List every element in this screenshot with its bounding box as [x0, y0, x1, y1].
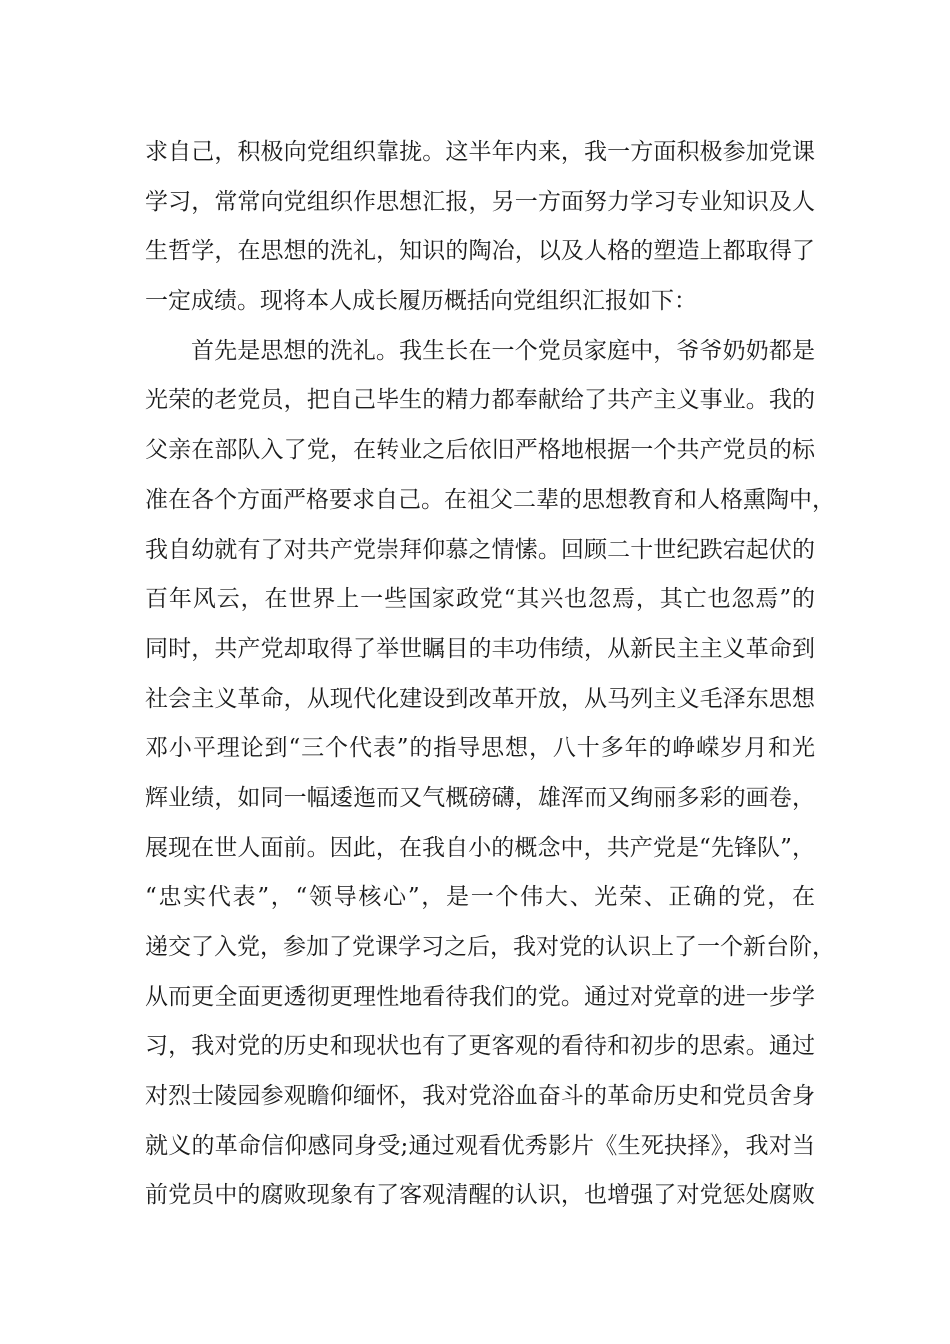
text-line: “忠实代表”，“领导核心”，是一个伟大、光荣、正确的党，在: [145, 884, 815, 911]
text-line: 同时，共产党却取得了举世瞩目的丰功伟绩，从新民主主义革命到: [145, 635, 815, 662]
text-line: 一定成绩。现将本人成长履历概括向党组织汇报如下：: [145, 288, 697, 315]
text-line: 邓小平理论到“三个代表”的指导思想，八十多年的峥嵘岁月和光: [145, 735, 815, 762]
text-line: 我自幼就有了对共产党崇拜仰慕之情愫。回顾二十世纪跌宕起伏的: [145, 536, 815, 563]
text-line: 对烈士陵园参观瞻仰缅怀，我对党浴血奋斗的革命历史和党员舍身: [145, 1083, 815, 1110]
text-line: 从而更全面更透彻更理性地看待我们的党。通过对党章的进一步学: [145, 983, 815, 1010]
text-line: 学习，常常向党组织作思想汇报，另一方面努力学习专业知识及人: [145, 188, 815, 215]
text-line: 百年风云，在世界上一些国家政党“其兴也忽焉，其亡也忽焉”的: [145, 586, 815, 613]
text-line: 展现在世人面前。因此，在我自小的概念中，共产党是“先锋队”，: [145, 834, 815, 861]
paragraph-first-line: 首先是思想的洗礼。我生长在一个党员家庭中，爷爷奶奶都是: [191, 337, 815, 364]
text-line: 就义的革命信仰感同身受;通过观看优秀影片《生死抉择》，我对当: [145, 1132, 815, 1159]
text-line: 求自己，积极向党组织靠拢。这半年内来，我一方面积极参加党课: [145, 139, 815, 165]
text-line: 递交了入党，参加了党课学习之后，我对党的认识上了一个新台阶，: [145, 934, 835, 960]
text-line: 生哲学，在思想的洗礼，知识的陶冶，以及人格的塑造上都取得了: [145, 238, 815, 265]
text-line: 光荣的老党员，把自己毕生的精力都奉献给了共产主义事业。我的: [145, 387, 815, 414]
body-text: [145, 128, 835, 1221]
text-line: 辉业绩，如同一幅逶迤而又气概磅礴，雄浑而又绚丽多彩的画卷，: [145, 784, 815, 811]
text-line: 准在各个方面严格要求自己。在祖父二辈的思想教育和人格熏陶中，: [145, 486, 835, 513]
text-line: 习，我对党的历史和现状也有了更客观的看待和初步的思索。通过: [145, 1033, 815, 1060]
text-line: 父亲在部队入了党，在转业之后依旧严格地根据一个共产党员的标: [145, 437, 815, 464]
text-line: 社会主义革命，从现代化建设到改革开放，从马列主义毛泽东思想: [145, 685, 815, 712]
text-line: 前党员中的腐败现象有了客观清醒的认识，也增强了对党惩处腐败: [145, 1182, 815, 1209]
